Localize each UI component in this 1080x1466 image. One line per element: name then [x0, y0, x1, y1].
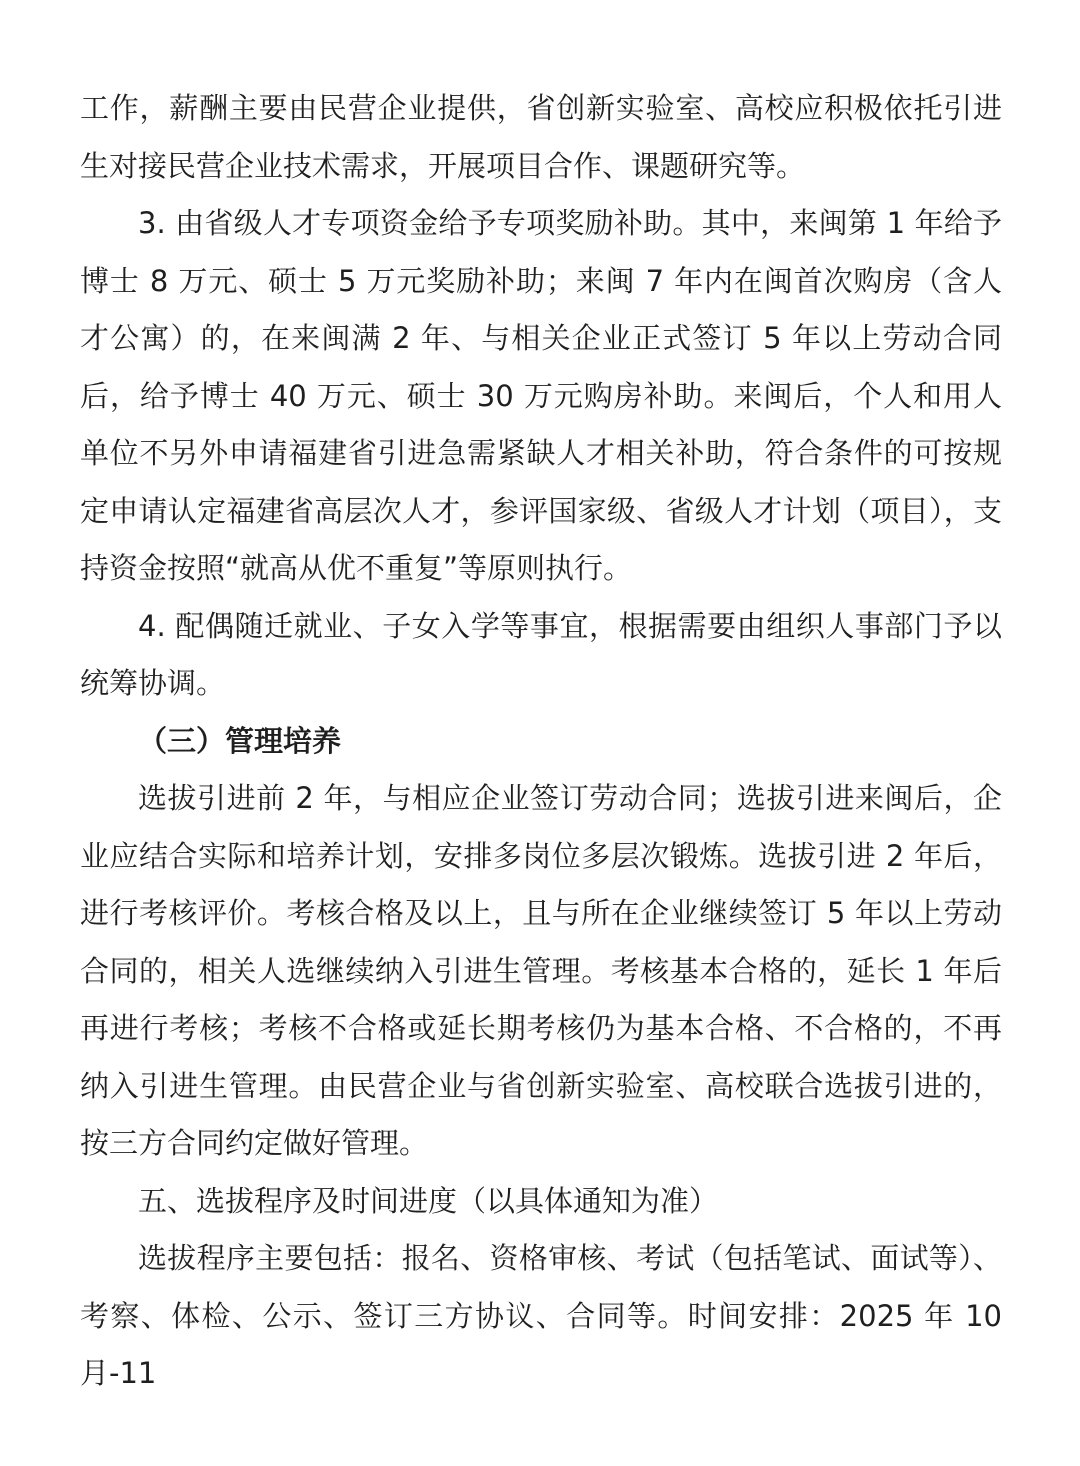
section-heading-procedure: 五、选拔程序及时间进度（以具体通知为准）: [138, 1183, 719, 1218]
section-heading-management: （三）管理培养: [138, 723, 342, 758]
document-body: [80, 80, 1002, 1403]
paragraph-procedure: 选拔程序主要包括：报名、资格审核、考试（包括笔试、面试等）、考察、体检、公示、签订三方协议、合同等。时间安排：2025 年 10 月-11: [80, 1241, 1002, 1390]
paragraph-subsidy: 3. 由省级人才专项资金给予专项奖励补助。其中，来闽第 1 年给予博士 8 万元、硕士 5 万元奖励补助；来闽 7 年内在闽首次购房（含人才公寓）的，在来闽满 2 年、与相关企业正式签订 5 年以上劳动合同后，给予博士 40 万元、硕士 30 万元购房补助。来闽后，个人和用人单位不另外申请福建省引进急需紧缺人才相关补助，符合条件的可按规定申请认定福建省高层次人才，参评国家级、省级人才计划（项目），支持资金按照“就高从优不重复”等原则执行。: [80, 206, 1002, 585]
paragraph-family: 4. 配偶随迁就业、子女入学等事宜，根据需要由组织人事部门予以统筹协调。: [80, 608, 1002, 700]
paragraph-management: 选拔引进前 2 年，与相应企业签订劳动合同；选拔引进来闽后，企业应结合实际和培养计划，安排多岗位多层次锻炼。选拔引进 2 年后，进行考核评价。考核合格及以上，且与所在企业继续签订 5 年以上劳动合同的，相关人选继续纳入引进生管理。考核基本合格的，延长 1 年后再进行考核；考核不合格或延长期考核仍为基本合格、不合格的，不再纳入引进生管理。由民营企业与省创新实验室、高校联合选拔引进的，按三方合同约定做好管理。: [80, 781, 1002, 1160]
paragraph-continuation: 工作，薪酬主要由民营企业提供，省创新实验室、高校应积极依托引进生对接民营企业技术需求，开展项目合作、课题研究等。: [80, 91, 1002, 183]
